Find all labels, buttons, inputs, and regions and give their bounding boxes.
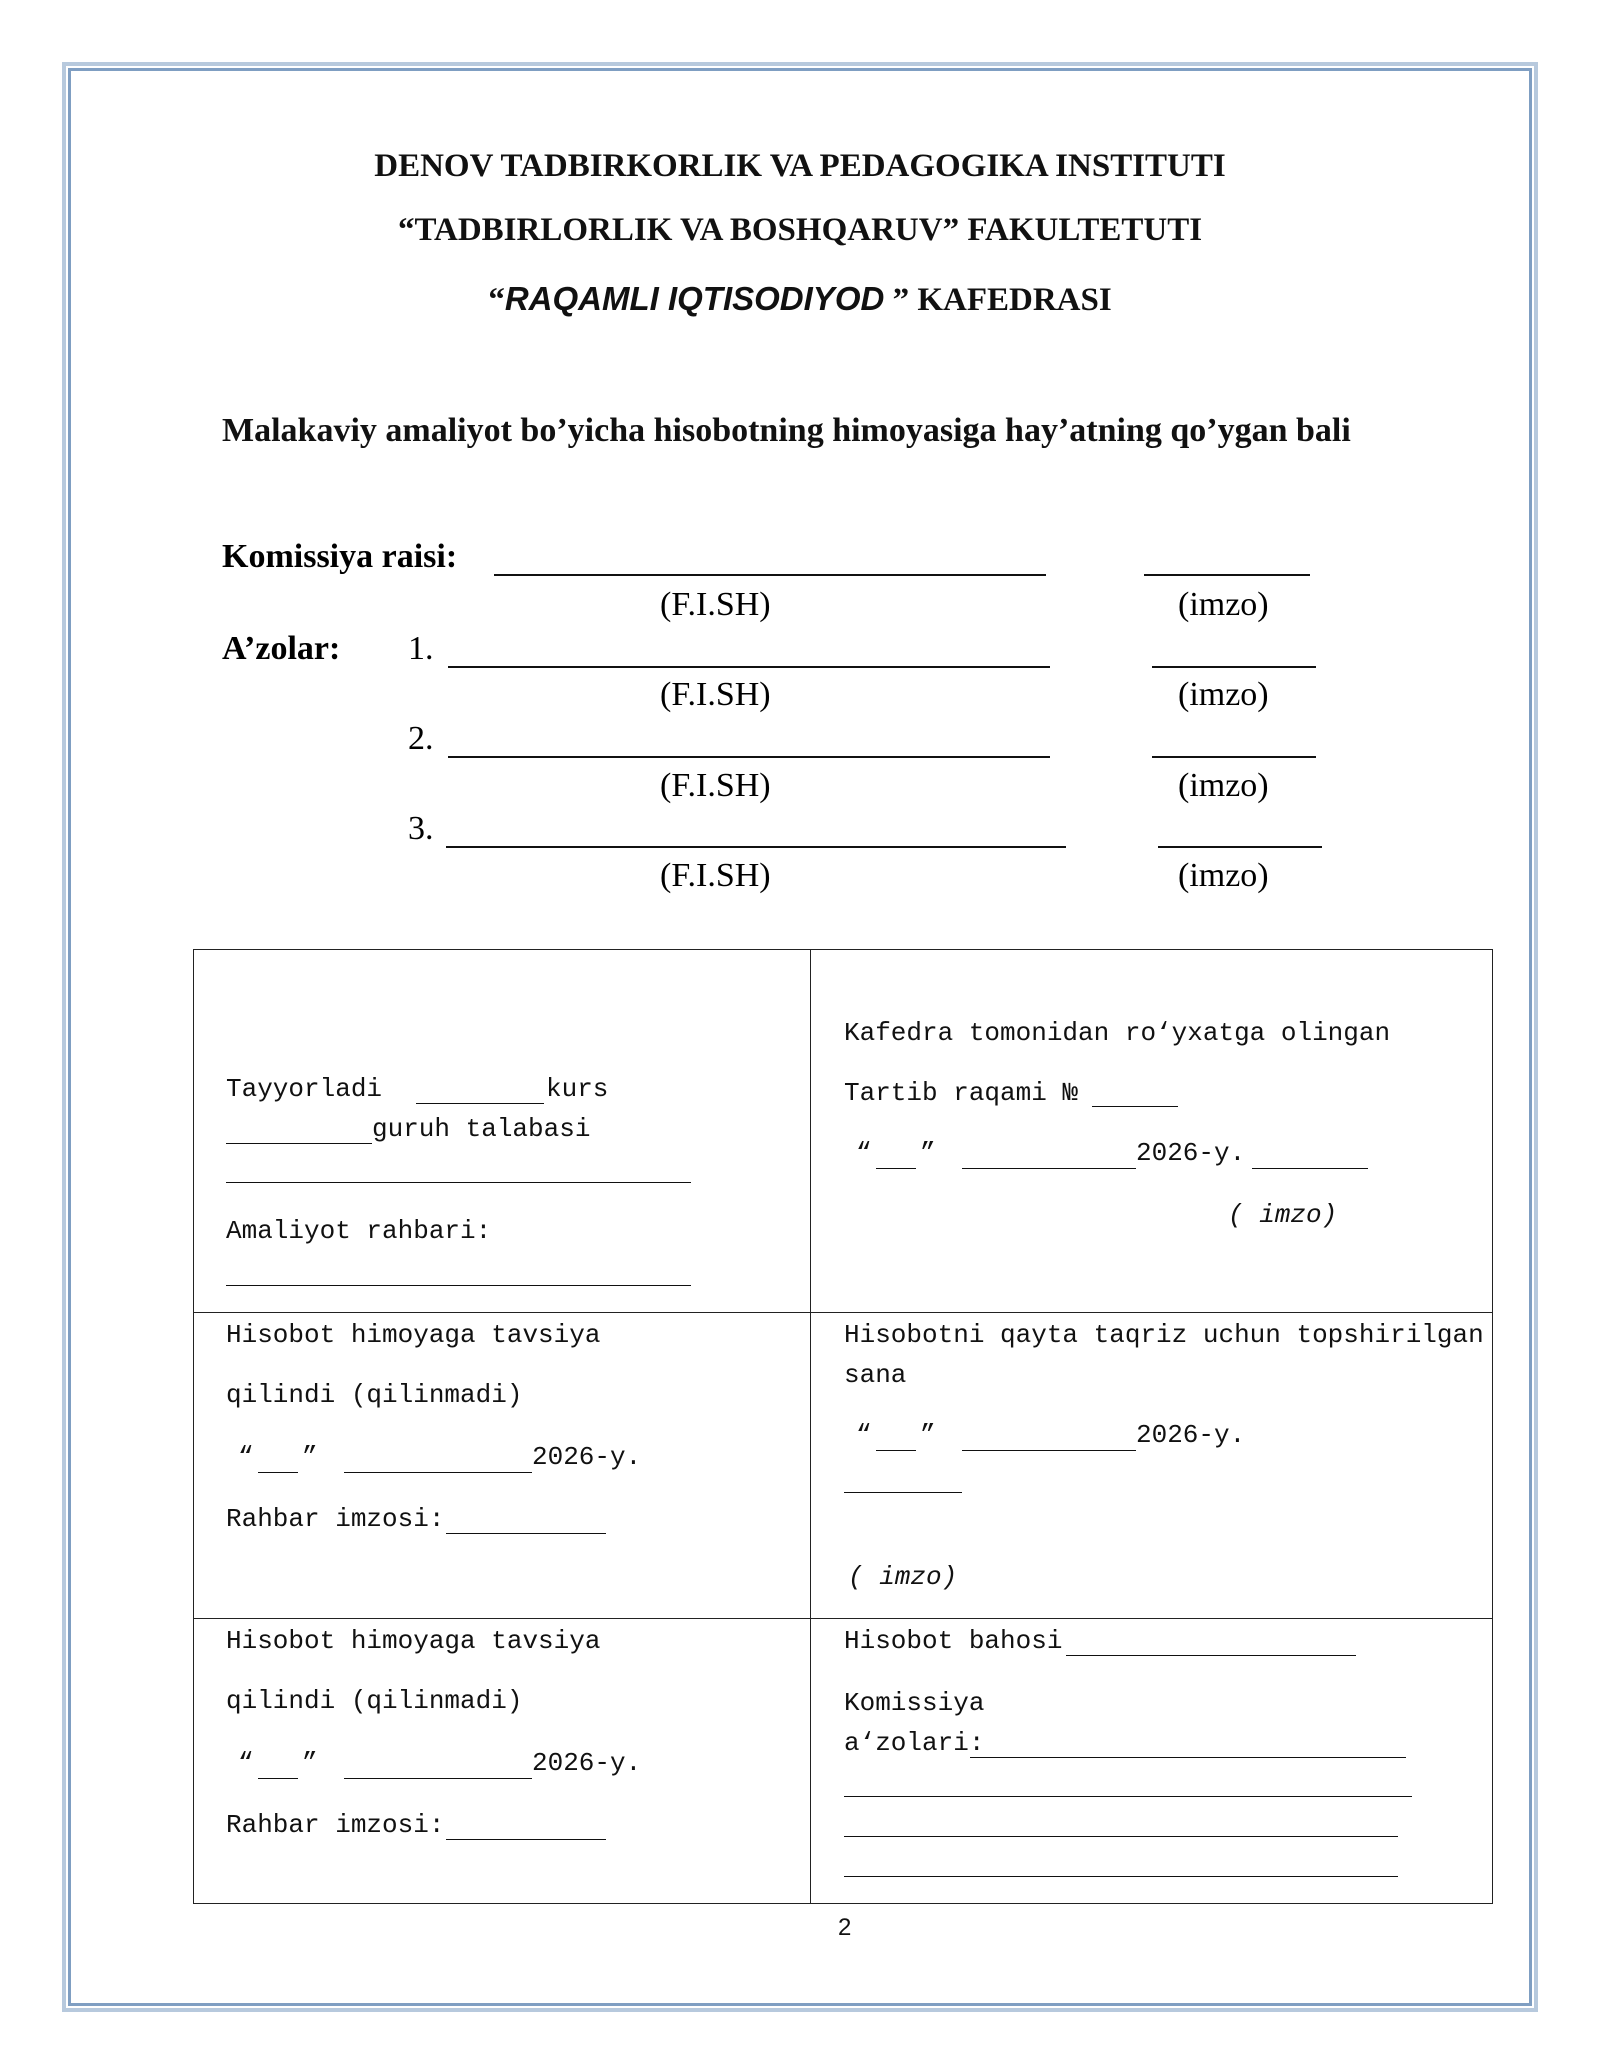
- day-field-line[interactable]: [258, 1778, 298, 1779]
- committee-label: Komissiya: [844, 1688, 985, 1718]
- year-label: 2026-y.: [1136, 1420, 1246, 1450]
- student-name-line[interactable]: [226, 1182, 691, 1183]
- department-italic-name: RAQAMLI IQTISODIYOD: [504, 280, 885, 317]
- fish-caption: (F.I.SH): [660, 857, 771, 894]
- group-student-label: guruh talabasi: [372, 1114, 591, 1144]
- resubmission-label: Hisobotni qayta taqriz uchun topshirilgan: [844, 1320, 1484, 1350]
- committee-member-line[interactable]: [844, 1796, 1412, 1797]
- member-number: 2.: [408, 720, 434, 757]
- year-label: 2026-y.: [532, 1748, 642, 1778]
- member-2-name-line[interactable]: [448, 756, 1050, 758]
- day-field-line[interactable]: [876, 1168, 916, 1169]
- quote-open: “: [238, 1748, 254, 1778]
- department-quote-open: “: [488, 282, 505, 318]
- quote-open: “: [856, 1420, 872, 1450]
- supervisor-signature-line[interactable]: [446, 1533, 606, 1534]
- prepared-label: Tayyorladi: [226, 1074, 383, 1104]
- supervisor-signature-line[interactable]: [446, 1839, 606, 1840]
- course-label: kurs: [546, 1074, 609, 1104]
- member-number: 3.: [408, 810, 434, 847]
- registration-table: [193, 949, 1493, 1904]
- table-row-divider: [193, 1618, 1493, 1619]
- registrar-signature-line[interactable]: [1252, 1168, 1368, 1169]
- fish-caption: (F.I.SH): [660, 767, 771, 804]
- faculty-name: “TADBIRLORLIK VA BOSHQARUV” FAKULTETUTI: [397, 212, 1203, 248]
- committee-member-line[interactable]: [844, 1836, 1398, 1837]
- institute-name: DENOV TADBIRKORLIK VA PEDAGOGIKA INSTITUTI: [374, 148, 1226, 184]
- member-3-name-line[interactable]: [446, 846, 1066, 848]
- course-field-line[interactable]: [416, 1103, 544, 1104]
- recommended-label: Hisobot himoyaga tavsiya: [226, 1626, 601, 1656]
- year-label: 2026-y.: [1136, 1138, 1246, 1168]
- group-field-line[interactable]: [226, 1143, 372, 1144]
- imzo-caption: (imzo): [1178, 676, 1269, 713]
- day-field-line[interactable]: [876, 1450, 916, 1451]
- recommended-label: Hisobot himoyaga tavsiya: [226, 1320, 601, 1350]
- order-number-line[interactable]: [1092, 1106, 1178, 1107]
- order-number-label: Tartib raqami №: [844, 1078, 1079, 1108]
- fish-caption: (F.I.SH): [660, 586, 771, 623]
- fish-caption: (F.I.SH): [660, 676, 771, 713]
- member-2-signature-line[interactable]: [1152, 756, 1316, 758]
- table-row-divider: [193, 1312, 1493, 1313]
- committee-members-label: a‘zolari:: [844, 1728, 985, 1758]
- report-grade-line[interactable]: [1066, 1655, 1356, 1656]
- day-field-line[interactable]: [258, 1472, 298, 1473]
- chair-signature-line[interactable]: [1144, 574, 1310, 576]
- supervisor-signature-label: Rahbar imzosi:: [226, 1810, 445, 1840]
- quote-close: ”: [920, 1138, 936, 1168]
- supervisor-name-line[interactable]: [226, 1285, 691, 1286]
- report-grade-label: Hisobot bahosi: [844, 1626, 1063, 1656]
- imzo-caption: (imzo): [1178, 767, 1269, 804]
- quote-open: “: [238, 1442, 254, 1472]
- date-label: sana: [844, 1360, 907, 1390]
- member-1-name-line[interactable]: [448, 666, 1050, 668]
- recommended-status: qilindi (qilinmadi): [226, 1686, 523, 1716]
- supervisor-label: Amaliyot rahbari:: [226, 1216, 492, 1246]
- quote-close: ”: [302, 1442, 318, 1472]
- recommended-status: qilindi (qilinmadi): [226, 1380, 523, 1410]
- commission-chair-label: Komissiya raisi:: [222, 538, 458, 575]
- department-suffix: ” KAFEDRASI: [884, 282, 1112, 318]
- imzo-caption: ( imzo): [1228, 1200, 1338, 1230]
- quote-close: ”: [920, 1420, 936, 1450]
- chair-name-line[interactable]: [494, 574, 1046, 576]
- committee-member-line[interactable]: [970, 1757, 1406, 1758]
- quote-close: ”: [302, 1748, 318, 1778]
- page-number: 2: [838, 1914, 852, 1941]
- committee-member-line[interactable]: [844, 1876, 1398, 1877]
- document-title: Malakaviy amaliyot bo’yicha hisobotning himoyasiga hay’atning qo’ygan bali: [222, 412, 1351, 449]
- month-field-line[interactable]: [962, 1450, 1136, 1451]
- year-label: 2026-y.: [532, 1442, 642, 1472]
- imzo-caption: ( imzo): [848, 1562, 958, 1592]
- table-column-divider: [810, 949, 811, 1904]
- member-1-signature-line[interactable]: [1152, 666, 1316, 668]
- imzo-caption: (imzo): [1178, 857, 1269, 894]
- supervisor-signature-label: Rahbar imzosi:: [226, 1504, 445, 1534]
- department-name: [0, 280, 1600, 319]
- month-field-line[interactable]: [344, 1778, 532, 1779]
- member-number: 1.: [408, 630, 434, 667]
- registered-label: Kafedra tomonidan ro‘yxatga olingan: [844, 1018, 1391, 1048]
- members-label: A’zolar:: [222, 630, 341, 667]
- quote-open: “: [856, 1138, 872, 1168]
- resubmission-signature-line[interactable]: [844, 1492, 962, 1493]
- month-field-line[interactable]: [962, 1168, 1136, 1169]
- member-3-signature-line[interactable]: [1158, 846, 1322, 848]
- month-field-line[interactable]: [344, 1472, 532, 1473]
- imzo-caption: (imzo): [1178, 586, 1269, 623]
